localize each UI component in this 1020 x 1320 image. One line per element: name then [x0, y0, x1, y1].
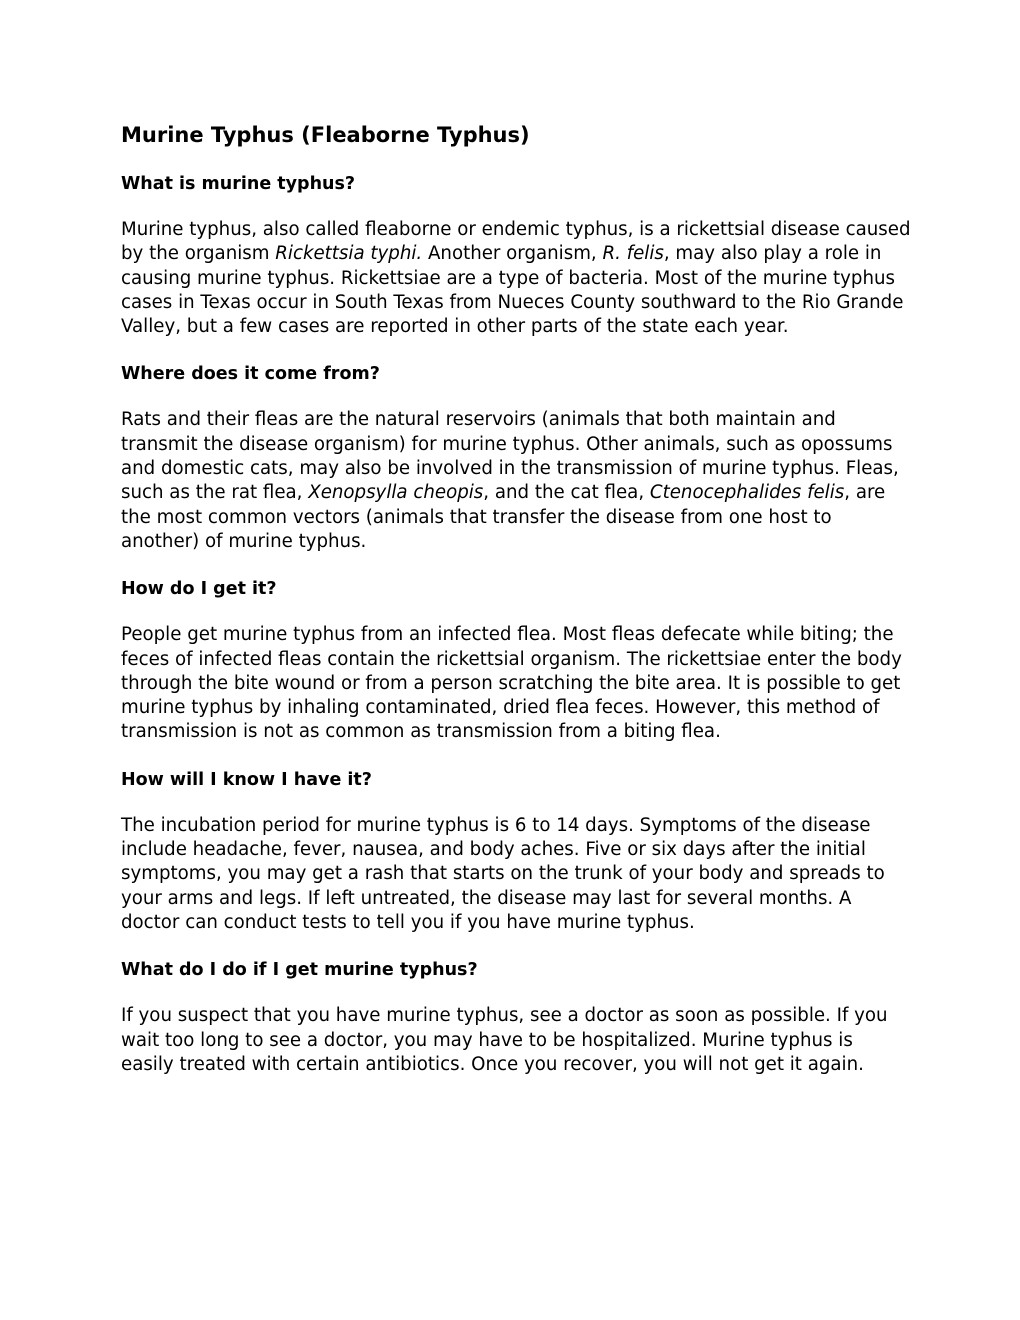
section-heading: Where does it come from? [121, 364, 380, 385]
section-how-get [121, 577, 911, 744]
text-run: , and the cat flea, [483, 482, 650, 504]
italic-organism-name: Rickettsia typhi. [275, 243, 423, 265]
text-run: Rats and their fleas are the natural reservoirs (animals that both maintain and transmit the disease organism) for murine typhus. Other animals, such as opossums and domestic cats, may also be involved in the transmission of murine typhus. Fleas, such as the rat flea, [121, 409, 899, 504]
section-paragraph: If you suspect that you have murine typhus, see a doctor as soon as possible. If you wait too long to see a doctor, you may have to be hospitalized. Murine typhus is easily treated with certain antibiotics. Once you recover, you will not get it again. [121, 1005, 888, 1075]
section-paragraph: The incubation period for murine typhus is 6 to 14 days. Symptoms of the disease include headache, fever, nausea, and body aches. Five or six days after the initial symptoms, you may get a rash that starts on the trunk of your body and spreads to your arms and legs. If left untreated, the disease may last for several months. A doctor can conduct tests to tell you if you have murine typhus. [121, 814, 885, 933]
section-heading: What is murine typhus? [121, 174, 356, 194]
document-title: Murine Typhus (Fleaborne Typhus) [121, 123, 530, 147]
italic-organism-name: Xenopsylla cheopis [308, 482, 484, 504]
italic-organism-name: R. felis [602, 243, 664, 265]
section-paragraph [121, 408, 911, 554]
section-what-is [121, 172, 911, 339]
section-what-do [121, 958, 911, 1077]
section-heading: What do I do if I get murine typhus? [121, 960, 478, 981]
text-run: , may also play a role in causing murine typhus. Rickettsiae are a type of bacteria. Most of the murine typhus cases in Texas occur in South Texas from Nueces County southward to the Rio Grande Valley, but a few cases are reported in other parts of the state each year. [121, 243, 904, 338]
section-heading: How do I get it? [121, 579, 277, 600]
document-page [121, 122, 911, 1100]
text-run: Another organism, [422, 243, 603, 265]
text-run: , are the most common vectors (animals that transfer the disease from one host to another) of murine typhus. [121, 482, 886, 552]
section-how-know [121, 768, 911, 935]
section-paragraph: People get murine typhus from an infected flea. Most fleas defecate while biting; the feces of infected fleas contain the rickettsial organism. The rickettsiae enter the body through the bite wound or from a person scratching the bite area. It is possible to get murine typhus by inhaling contaminated, dried flea feces. However, this method of transmission is not as common as transmission from a biting flea. [121, 624, 902, 743]
section-paragraph [121, 218, 911, 339]
section-where-from [121, 362, 911, 554]
text-run: Murine typhus, also called fleaborne or endemic typhus, is a rickettsial disease caused by the organism [121, 219, 911, 265]
section-heading: How will I know I have it? [121, 769, 372, 790]
italic-organism-name: Ctenocephalides felis [649, 482, 845, 504]
